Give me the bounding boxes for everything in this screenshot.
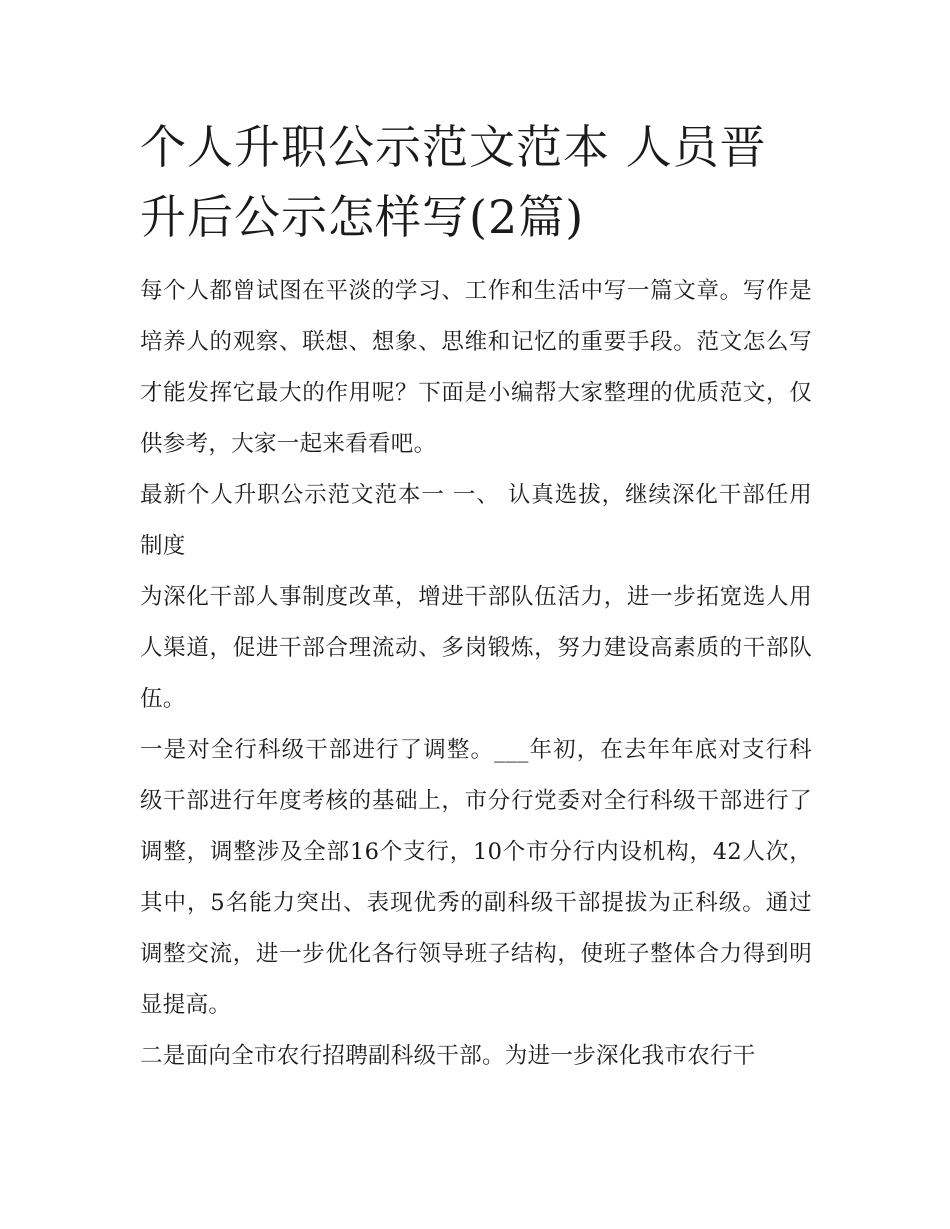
document-title: 个人升职公示范文范本 人员晋升后公示怎样写(2篇) <box>140 120 767 244</box>
section-heading-paragraph: 最新个人升职公示范文范本一 一、 认真选拔，继续深化干部任用制度 <box>140 482 812 559</box>
body-paragraph: 二是面向全市农行招聘副科级干部。为进一步深化我市农行干 <box>140 1043 756 1069</box>
intro-paragraph: 每个人都曾试图在平淡的学习、工作和生活中写一篇文章。写作是培养人的观察、联想、想象、思维和记忆的重要手段。范文怎么写才能发挥它最大的作用呢？下面是小编帮大家整理的优质范文，仅供参考，大家一起来看看吧。 <box>140 278 812 457</box>
body-paragraph: 一是对全行科级干部进行了调整。___年初，在去年年底对支行科级干部进行年度考核的基础上，市分行党委对全行科级干部进行了调整，调整涉及全部16个支行，10个市分行内设机构，42人次，其中，5名能力突出、表现优秀的副科级干部提拔为正科级。通过调整交流，进一步优化各行领导班子结构，使班子整体合力得到明显提高。 <box>140 737 812 1018</box>
body-paragraph: 为深化干部人事制度改革，增进干部队伍活力，进一步拓宽选人用人渠道，促进干部合理流动、多岗锻炼，努力建设高素质的干部队伍。 <box>140 584 812 712</box>
document-page <box>140 112 812 1082</box>
